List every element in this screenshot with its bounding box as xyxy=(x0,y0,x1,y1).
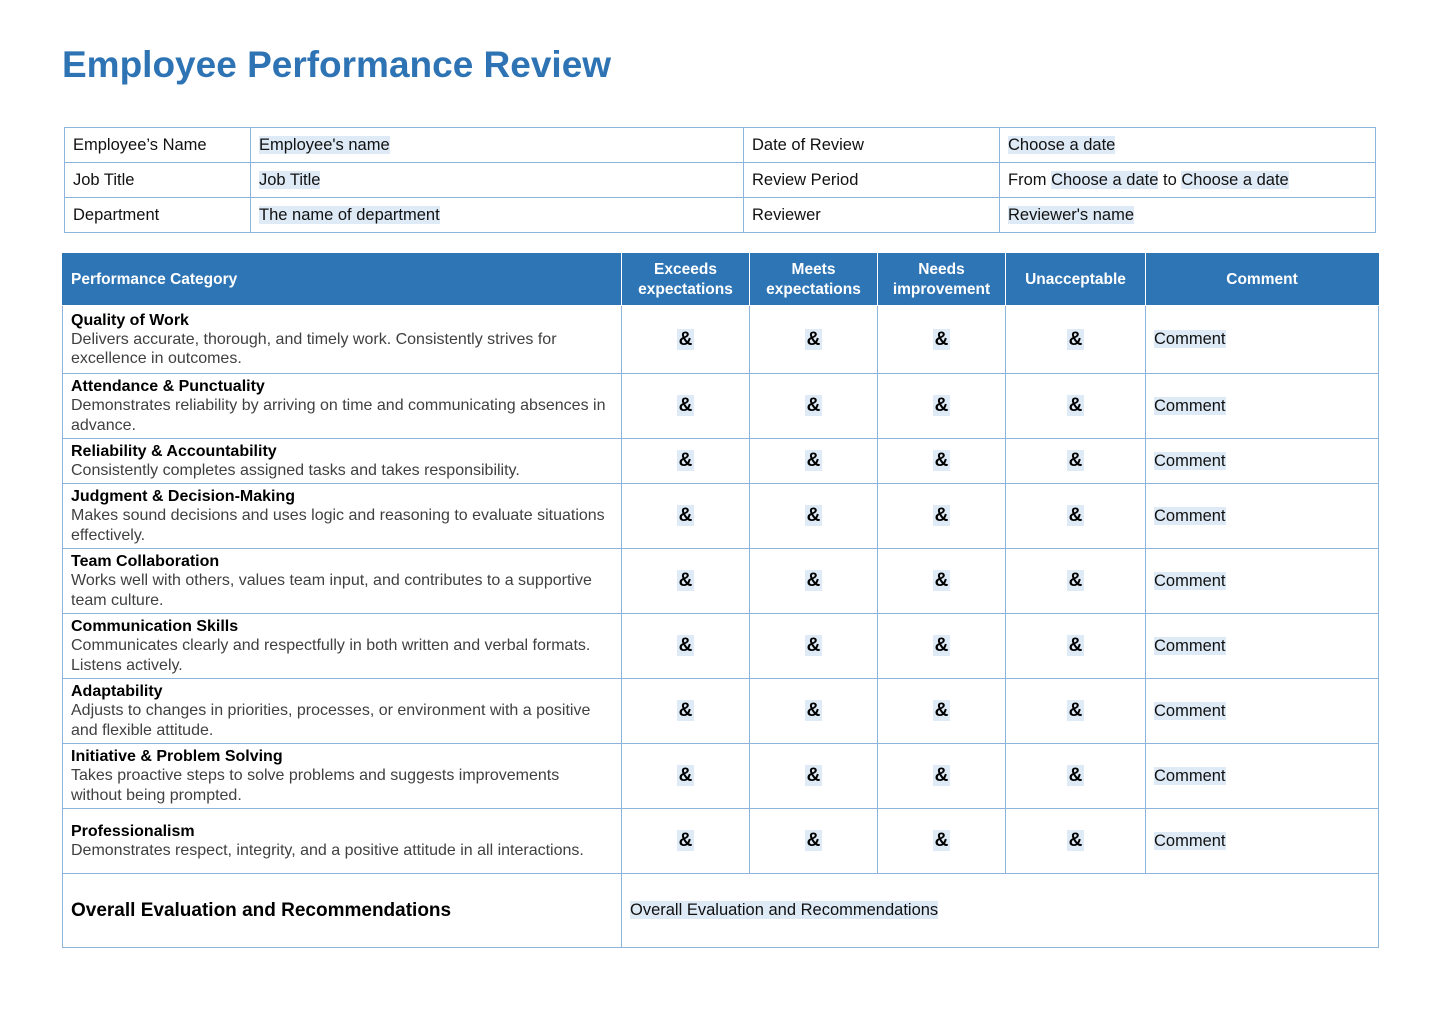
category-name: Adaptability xyxy=(71,683,163,700)
category-name: Initiative & Problem Solving xyxy=(71,748,283,765)
comment-field[interactable] xyxy=(1146,374,1379,439)
rating-meets-checkbox[interactable] xyxy=(750,549,878,614)
rating-needs-improvement-checkbox[interactable] xyxy=(878,679,1006,744)
rating-exceeds-checkbox[interactable] xyxy=(622,744,750,809)
category-cell xyxy=(63,439,622,484)
header-comment: Comment xyxy=(1146,254,1379,306)
checkbox-glyph[interactable]: & xyxy=(678,765,693,786)
checkbox-glyph[interactable]: & xyxy=(1068,830,1083,851)
checkbox-glyph[interactable]: & xyxy=(934,328,949,350)
rating-needs-improvement-checkbox[interactable] xyxy=(878,439,1006,484)
rating-exceeds-checkbox[interactable] xyxy=(622,439,750,484)
rating-exceeds-checkbox[interactable] xyxy=(622,374,750,439)
table-row xyxy=(63,439,1379,484)
rating-needs-improvement-checkbox[interactable] xyxy=(878,484,1006,549)
checkbox-glyph[interactable]: & xyxy=(678,830,693,851)
info-label: Job Title xyxy=(65,163,251,198)
checkbox-glyph[interactable]: & xyxy=(678,505,693,526)
category-cell xyxy=(63,374,622,439)
rating-exceeds-checkbox[interactable] xyxy=(622,679,750,744)
review-period-field xyxy=(1000,163,1376,198)
rating-needs-improvement-checkbox[interactable] xyxy=(878,744,1006,809)
checkbox-glyph[interactable]: & xyxy=(1068,505,1083,526)
table-row xyxy=(63,744,1379,809)
checkbox-glyph[interactable]: & xyxy=(934,570,949,591)
category-name: Reliability & Accountability xyxy=(71,442,277,460)
job-title-field[interactable] xyxy=(251,163,744,198)
overall-evaluation-row xyxy=(63,874,1379,948)
rating-meets-checkbox[interactable] xyxy=(750,439,878,484)
checkbox-glyph[interactable]: & xyxy=(806,830,821,851)
header-line: Exceeds xyxy=(654,260,717,278)
header-line: improvement xyxy=(892,280,991,298)
category-description: Delivers accurate, thorough, and timely work. Consistently strives for excellence in outcomes. xyxy=(71,330,557,367)
header-exceeds-expectations xyxy=(622,254,750,306)
info-label: Department xyxy=(65,198,251,233)
rating-unacceptable-checkbox[interactable] xyxy=(1006,744,1146,809)
rating-needs-improvement-checkbox[interactable] xyxy=(878,614,1006,679)
period-end-date-picker[interactable]: Choose a date xyxy=(1181,170,1289,189)
page-title: Employee Performance Review xyxy=(62,44,612,85)
header-line: expectations xyxy=(638,280,733,298)
overall-evaluation-field[interactable] xyxy=(622,874,1379,948)
rating-exceeds-checkbox[interactable] xyxy=(622,809,750,874)
department-field[interactable] xyxy=(251,198,744,233)
checkbox-glyph[interactable]: & xyxy=(806,635,821,656)
info-label: Review Period xyxy=(744,163,1000,198)
review-date-field[interactable] xyxy=(1000,128,1376,163)
rating-needs-improvement-checkbox[interactable] xyxy=(878,374,1006,439)
rating-unacceptable-checkbox[interactable] xyxy=(1006,306,1146,374)
category-cell xyxy=(63,809,622,874)
table-row xyxy=(63,679,1379,744)
checkbox-glyph[interactable]: & xyxy=(806,570,821,591)
checkbox-glyph[interactable]: & xyxy=(806,395,821,416)
rating-meets-checkbox[interactable] xyxy=(750,679,878,744)
checkbox-glyph[interactable]: & xyxy=(806,328,821,350)
header-needs-improvement xyxy=(878,254,1006,306)
category-description: Works well with others, values team input, and contributes to a supportive team culture. xyxy=(71,572,592,609)
rating-meets-checkbox[interactable] xyxy=(750,809,878,874)
comment-field[interactable] xyxy=(1146,679,1379,744)
period-to-label: to xyxy=(1163,170,1177,189)
category-description: Makes sound decisions and uses logic and reasoning to evaluate situations effectively. xyxy=(71,507,605,544)
comment-value[interactable]: Comment xyxy=(1154,701,1226,720)
comment-value[interactable]: Comment xyxy=(1154,831,1226,850)
checkbox-glyph[interactable]: & xyxy=(1068,765,1083,786)
info-label: Date of Review xyxy=(744,128,1000,163)
category-name: Team Collaboration xyxy=(71,553,220,570)
overall-evaluation-value[interactable]: Overall Evaluation and Recommendations xyxy=(630,901,939,919)
checkbox-glyph[interactable]: & xyxy=(934,395,949,416)
field-value[interactable]: Job Title xyxy=(259,170,321,189)
rating-meets-checkbox[interactable] xyxy=(750,306,878,374)
rating-exceeds-checkbox[interactable] xyxy=(622,549,750,614)
table-row xyxy=(63,614,1379,679)
rating-unacceptable-checkbox[interactable] xyxy=(1006,614,1146,679)
header-performance-category: Performance Category xyxy=(63,254,622,306)
rating-unacceptable-checkbox[interactable] xyxy=(1006,374,1146,439)
info-row-job-title xyxy=(65,163,1376,198)
info-label: Employee’s Name xyxy=(65,128,251,163)
category-description: Takes proactive steps to solve problems and suggests improvements without being prompted. xyxy=(71,767,560,804)
comment-value[interactable]: Comment xyxy=(1154,396,1226,415)
category-cell xyxy=(63,306,622,374)
checkbox-glyph[interactable]: & xyxy=(934,765,949,786)
comment-value[interactable]: Comment xyxy=(1154,330,1226,348)
category-name: Judgment & Decision-Making xyxy=(71,488,296,505)
period-start-date-picker[interactable]: Choose a date xyxy=(1051,170,1159,189)
comment-field[interactable] xyxy=(1146,744,1379,809)
info-label: Reviewer xyxy=(744,198,1000,233)
table-row xyxy=(63,306,1379,374)
rating-unacceptable-checkbox[interactable] xyxy=(1006,679,1146,744)
header-meets-expectations xyxy=(750,254,878,306)
table-row xyxy=(63,484,1379,549)
checkbox-glyph[interactable]: & xyxy=(806,765,821,786)
comment-value[interactable]: Comment xyxy=(1154,506,1226,525)
category-name: Quality of Work xyxy=(71,311,189,329)
checkbox-glyph[interactable]: & xyxy=(678,395,693,416)
checkbox-glyph[interactable]: & xyxy=(1068,700,1083,721)
comment-field[interactable] xyxy=(1146,614,1379,679)
category-cell xyxy=(63,679,622,744)
rating-meets-checkbox[interactable] xyxy=(750,484,878,549)
checkbox-glyph[interactable]: & xyxy=(1068,450,1083,471)
checkbox-glyph[interactable]: & xyxy=(934,505,949,526)
date-picker[interactable]: Choose a date xyxy=(1008,135,1116,154)
field-value[interactable]: The name of department xyxy=(259,205,440,224)
table-row xyxy=(63,374,1379,439)
header-line: Needs xyxy=(918,260,965,278)
checkbox-glyph[interactable]: & xyxy=(934,700,949,721)
rating-exceeds-checkbox[interactable] xyxy=(622,306,750,374)
table-row xyxy=(63,549,1379,614)
checkbox-glyph[interactable]: & xyxy=(1068,570,1083,591)
employee-name-field[interactable] xyxy=(251,128,744,163)
category-name: Communication Skills xyxy=(71,618,239,635)
category-description: Demonstrates respect, integrity, and a positive attitude in all interactions. xyxy=(71,841,584,859)
comment-field[interactable] xyxy=(1146,809,1379,874)
category-cell xyxy=(63,614,622,679)
header-line: expectations xyxy=(766,280,861,298)
checkbox-glyph[interactable]: & xyxy=(1068,635,1083,656)
category-cell xyxy=(63,744,622,809)
info-row-department xyxy=(65,198,1376,233)
field-value[interactable]: Employee's name xyxy=(259,135,390,154)
comment-value[interactable]: Comment xyxy=(1154,636,1226,655)
category-cell xyxy=(63,549,622,614)
category-description: Consistently completes assigned tasks and takes responsibility. xyxy=(71,461,520,479)
rating-unacceptable-checkbox[interactable] xyxy=(1006,484,1146,549)
checkbox-glyph[interactable]: & xyxy=(934,830,949,851)
comment-field[interactable] xyxy=(1146,306,1379,374)
period-from-label: From xyxy=(1008,170,1047,189)
category-description: Adjusts to changes in priorities, processes, or environment with a positive and flexible attitude. xyxy=(71,702,591,739)
checkbox-glyph[interactable]: & xyxy=(678,570,693,591)
info-row-employee-name xyxy=(65,128,1376,163)
employee-info-table xyxy=(64,127,1376,233)
field-value[interactable]: Reviewer's name xyxy=(1008,205,1135,224)
checkbox-glyph[interactable]: & xyxy=(934,635,949,656)
rating-needs-improvement-checkbox[interactable] xyxy=(878,306,1006,374)
category-name: Attendance & Punctuality xyxy=(71,378,265,395)
performance-header-row xyxy=(63,254,1379,306)
checkbox-glyph[interactable]: & xyxy=(678,700,693,721)
comment-field[interactable] xyxy=(1146,549,1379,614)
rating-needs-improvement-checkbox[interactable] xyxy=(878,549,1006,614)
rating-needs-improvement-checkbox[interactable] xyxy=(878,809,1006,874)
rating-unacceptable-checkbox[interactable] xyxy=(1006,809,1146,874)
comment-field[interactable] xyxy=(1146,439,1379,484)
rating-meets-checkbox[interactable] xyxy=(750,374,878,439)
table-row xyxy=(63,809,1379,874)
checkbox-glyph[interactable]: & xyxy=(678,450,693,471)
reviewer-field[interactable] xyxy=(1000,198,1376,233)
category-description: Demonstrates reliability by arriving on time and communicating absences in advance. xyxy=(71,397,606,434)
checkbox-glyph[interactable]: & xyxy=(806,450,821,471)
checkbox-glyph[interactable]: & xyxy=(934,450,949,471)
checkbox-glyph[interactable]: & xyxy=(806,505,821,526)
checkbox-glyph[interactable]: & xyxy=(806,700,821,721)
category-description: Communicates clearly and respectfully in both written and verbal formats. Listens actively. xyxy=(71,637,591,674)
rating-meets-checkbox[interactable] xyxy=(750,614,878,679)
rating-meets-checkbox[interactable] xyxy=(750,744,878,809)
rating-unacceptable-checkbox[interactable] xyxy=(1006,549,1146,614)
category-cell xyxy=(63,484,622,549)
comment-value[interactable]: Comment xyxy=(1154,451,1226,470)
header-line: Meets xyxy=(791,260,836,278)
rating-exceeds-checkbox[interactable] xyxy=(622,614,750,679)
header-unacceptable: Unacceptable xyxy=(1006,254,1146,306)
checkbox-glyph[interactable]: & xyxy=(1068,395,1083,416)
comment-field[interactable] xyxy=(1146,484,1379,549)
performance-table xyxy=(62,253,1379,948)
comment-value[interactable]: Comment xyxy=(1154,766,1226,785)
checkbox-glyph[interactable]: & xyxy=(678,635,693,656)
rating-unacceptable-checkbox[interactable] xyxy=(1006,439,1146,484)
category-name: Professionalism xyxy=(71,822,195,840)
overall-evaluation-label: Overall Evaluation and Recommendations xyxy=(63,874,622,948)
rating-exceeds-checkbox[interactable] xyxy=(622,484,750,549)
checkbox-glyph[interactable]: & xyxy=(678,328,693,350)
checkbox-glyph[interactable]: & xyxy=(1068,328,1083,350)
comment-value[interactable]: Comment xyxy=(1154,571,1226,590)
